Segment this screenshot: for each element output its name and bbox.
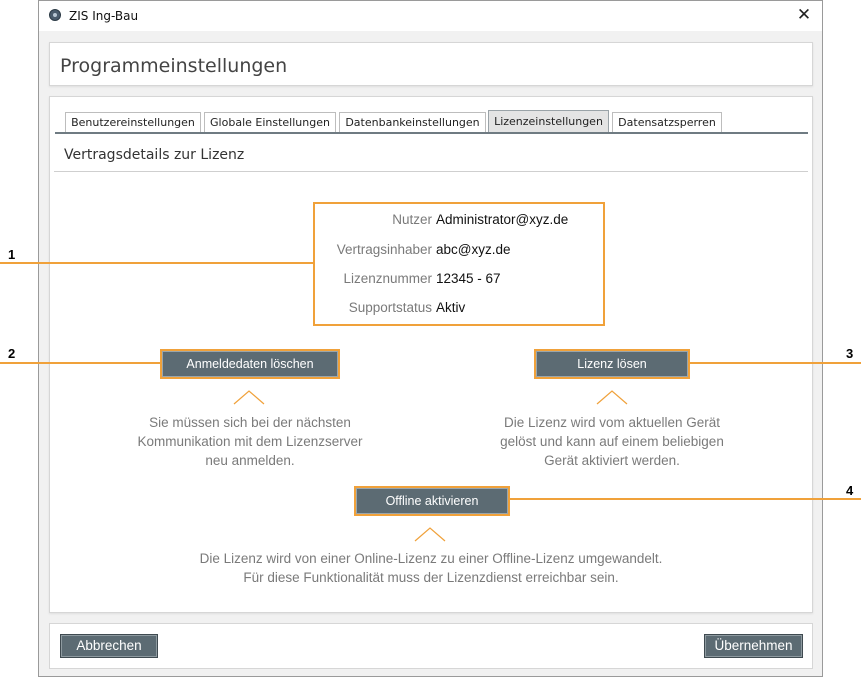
- app-icon: [49, 9, 61, 21]
- info-label: Lizenznummer: [343, 271, 432, 286]
- caret-up-icon: [233, 389, 265, 405]
- dialog-window: [38, 0, 823, 677]
- callout-number-1: 1: [8, 247, 16, 262]
- release-license-button[interactable]: Lizenz lösen: [534, 349, 690, 379]
- info-value: Aktiv: [436, 300, 466, 315]
- callout-line-3: [688, 362, 861, 364]
- footer-panel: [49, 623, 813, 669]
- close-icon[interactable]: ✕: [796, 5, 812, 25]
- hint-line: gelöst und kann auf einem beliebigen: [500, 434, 724, 449]
- tab-lizenzeinstellungen[interactable]: Lizenzeinstellungen: [488, 110, 609, 132]
- hint-line: Die Lizenz wird von einer Online-Lizenz zu einer Offline-Lizenz umgewandelt.: [199, 551, 663, 566]
- callout-line-2: [0, 362, 160, 364]
- info-label: Nutzer: [392, 212, 432, 227]
- hint-line: Sie müssen sich bei der nächsten: [149, 415, 351, 430]
- info-value: 12345 - 67: [436, 271, 501, 286]
- hint-line: Für diese Funktionalität muss der Lizenzdienst erreichbar sein.: [243, 570, 619, 585]
- callout-number-4: 4: [846, 483, 854, 498]
- hint-line: Die Lizenz wird vom aktuellen Gerät: [503, 415, 721, 430]
- tab-datensatzsperren[interactable]: Datensatzsperren: [612, 112, 722, 132]
- apply-button[interactable]: Übernehmen: [704, 634, 803, 658]
- hint-line: Kommunikation mit dem Lizenzserver: [137, 434, 363, 449]
- window-title: ZIS Ing-Bau: [69, 9, 139, 23]
- info-row-license-number: [315, 271, 603, 289]
- info-value: Administrator@xyz.de: [436, 212, 569, 227]
- info-label: Supportstatus: [348, 300, 432, 315]
- tab-benutzereinstellungen[interactable]: Benutzereinstellungen: [65, 112, 201, 132]
- release-license-hint: [472, 413, 752, 470]
- callout-line-4: [508, 498, 861, 500]
- activate-offline-hint: [110, 549, 752, 587]
- section-divider: [54, 171, 808, 172]
- title-bar: [39, 1, 822, 31]
- section-title: Vertragsdetails zur Lizenz: [64, 147, 245, 163]
- info-value: abc@xyz.de: [436, 242, 511, 257]
- hint-line: Gerät aktiviert werden.: [544, 453, 680, 468]
- info-row-user: [315, 212, 603, 230]
- tab-datenbankeinstellungen[interactable]: Datenbankeinstellungen: [339, 112, 486, 132]
- delete-credentials-hint: [110, 413, 390, 470]
- info-label: Vertragsinhaber: [336, 242, 432, 257]
- page-title: Programmeinstellungen: [60, 55, 288, 77]
- callout-number-2: 2: [8, 346, 16, 361]
- header-panel: [49, 42, 813, 86]
- delete-credentials-button[interactable]: Anmeldedaten löschen: [160, 349, 340, 379]
- tab-bar: [55, 110, 808, 134]
- info-row-owner: [315, 242, 603, 260]
- tab-globale-einstellungen[interactable]: Globale Einstellungen: [204, 112, 336, 132]
- info-row-support-status: [315, 300, 603, 318]
- hint-line: neu anmelden.: [205, 453, 295, 468]
- caret-up-icon: [596, 389, 628, 405]
- settings-panel: [49, 96, 813, 613]
- license-info-box: [313, 202, 605, 326]
- caret-up-icon: [414, 526, 446, 542]
- callout-line-1: [0, 262, 313, 264]
- callout-number-3: 3: [846, 346, 854, 361]
- activate-offline-button[interactable]: Offline aktivieren: [354, 486, 510, 516]
- cancel-button[interactable]: Abbrechen: [60, 634, 158, 658]
